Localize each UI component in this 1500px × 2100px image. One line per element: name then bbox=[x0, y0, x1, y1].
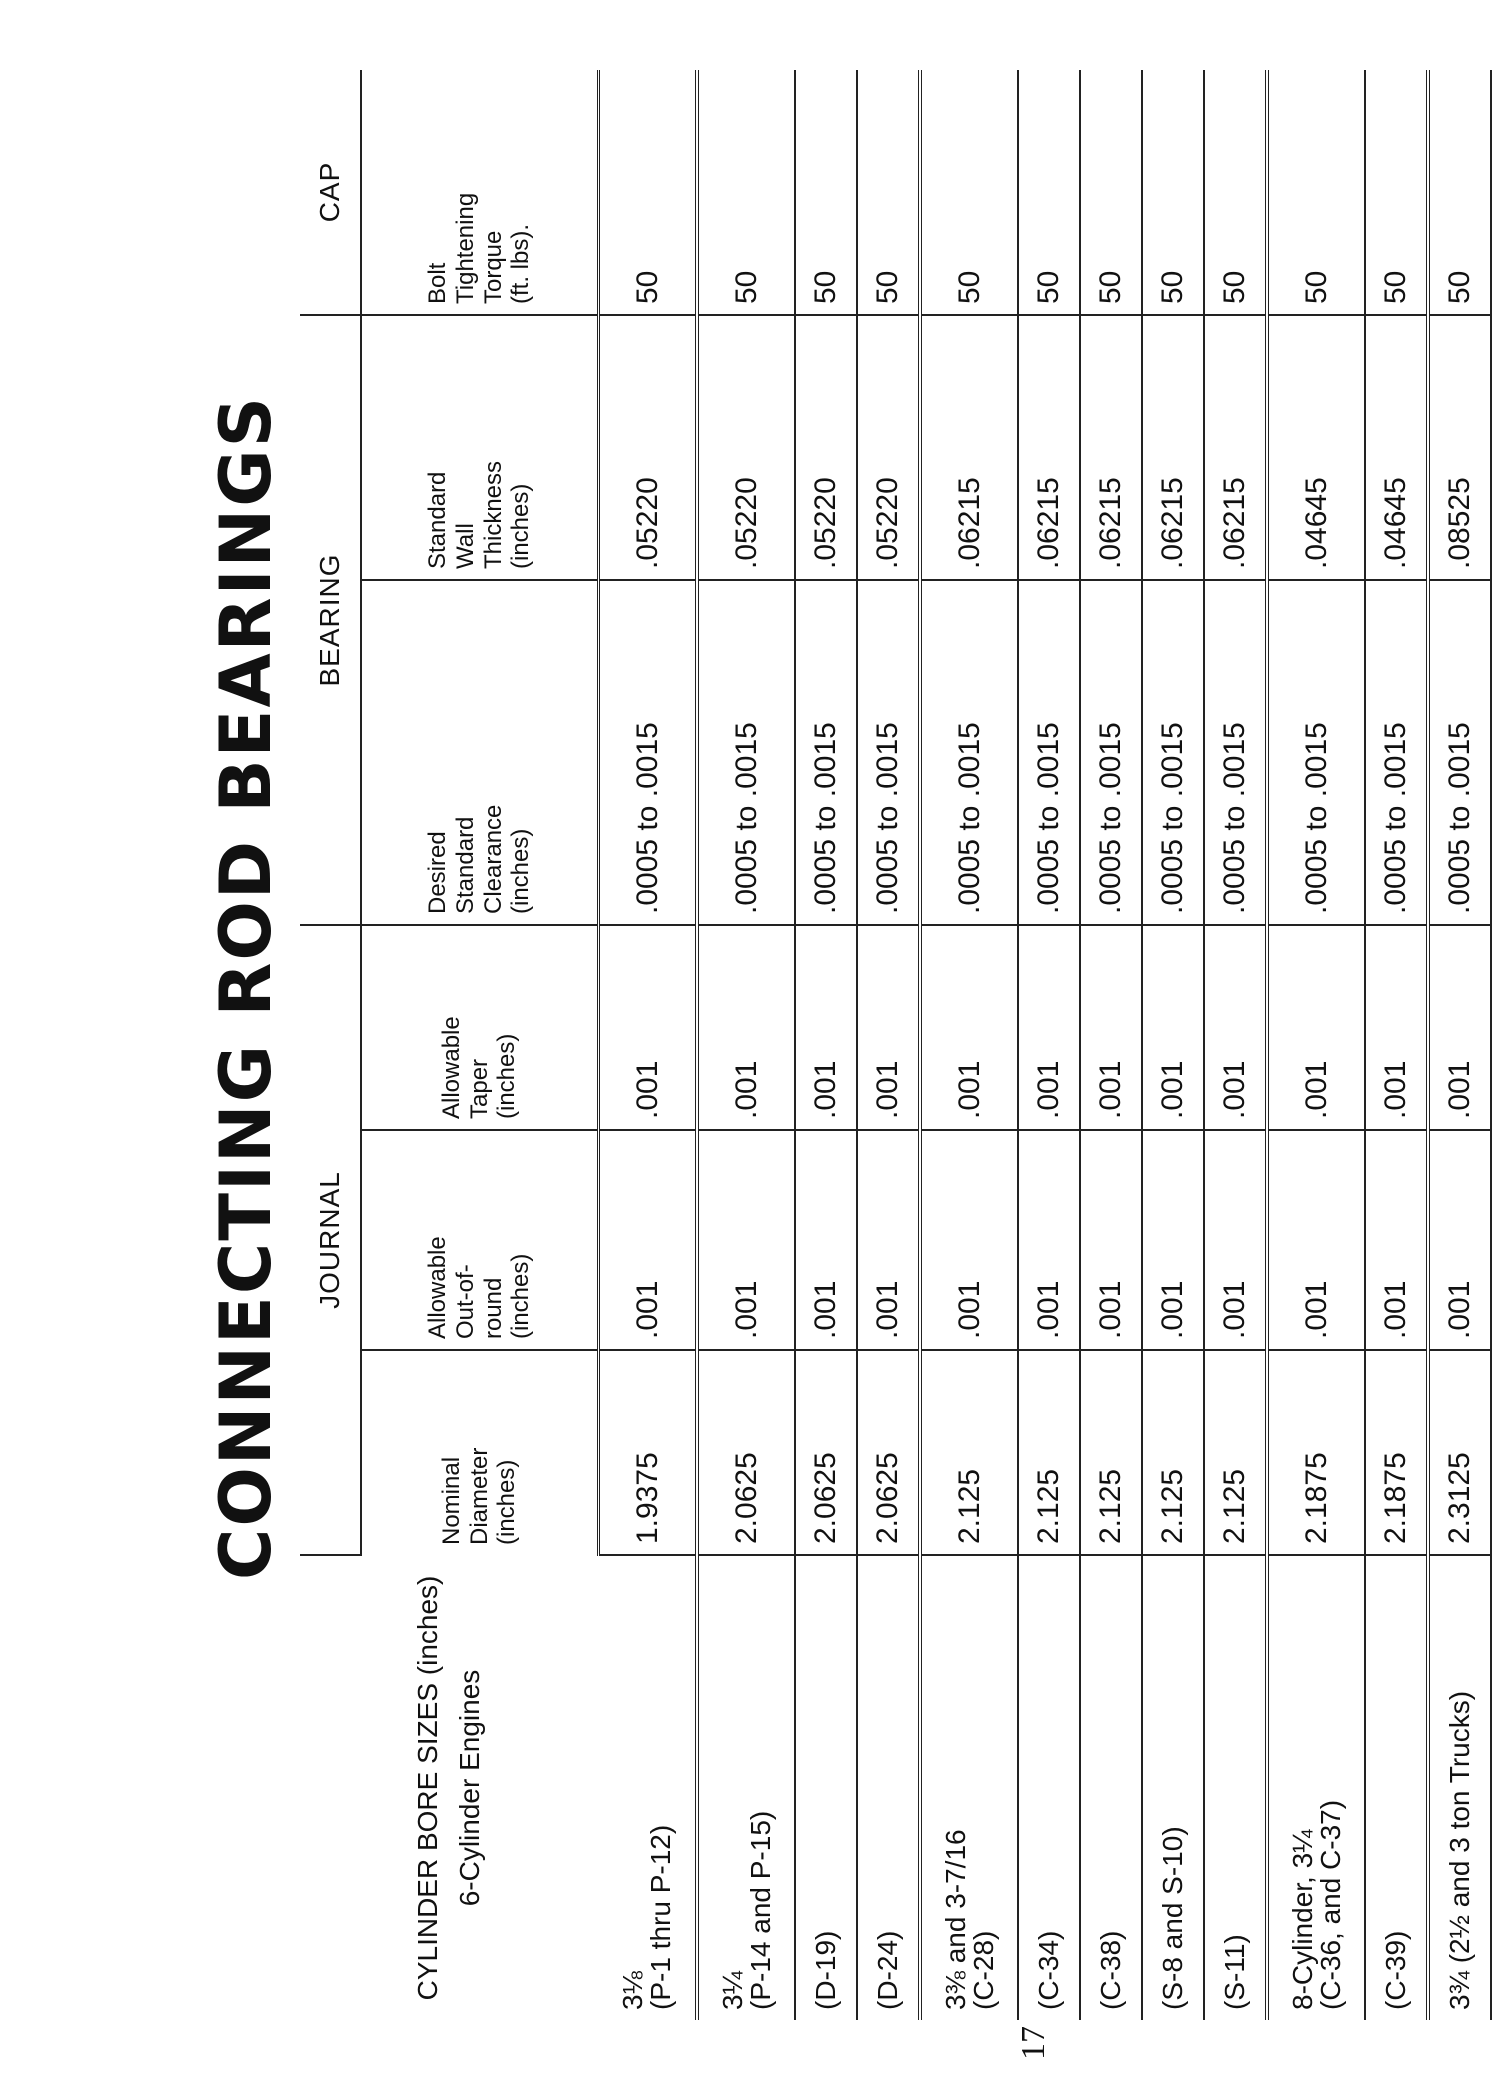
taper-cell: .001 bbox=[795, 925, 857, 1130]
cap-group-header: CAP bbox=[300, 70, 361, 315]
bore-size-cell bbox=[1267, 1555, 1365, 2020]
bore-size-cell: (S-11) bbox=[1204, 1555, 1267, 2020]
out-of-round-cell: .001 bbox=[1018, 1130, 1080, 1350]
bore-size-line: (P-14 and P-15) bbox=[744, 1810, 776, 2010]
out-of-round-cell: .001 bbox=[1142, 1130, 1204, 1350]
out-of-round-cell: .001 bbox=[857, 1130, 920, 1350]
nominal-diameter-cell: 2.125 bbox=[1080, 1350, 1142, 1555]
bore-sizes-header bbox=[300, 1555, 599, 2020]
bore-sizes-header-line1: CYLINDER BORE SIZES (inches) bbox=[412, 1575, 444, 2001]
table-row bbox=[1267, 70, 1365, 2020]
clearance-cell: .0005 to .0015 bbox=[1080, 580, 1142, 925]
bore-size-line: 3⅜ and 3-7/16 bbox=[939, 1829, 971, 2010]
taper-cell: .001 bbox=[1142, 925, 1204, 1130]
header-line: (inches) bbox=[493, 1459, 521, 1545]
taper-cell: .001 bbox=[1204, 925, 1267, 1130]
bolt-torque-cell: 50 bbox=[599, 70, 698, 315]
clearance-cell: .0005 to .0015 bbox=[1365, 580, 1428, 925]
journal-group-header: JOURNAL bbox=[300, 925, 361, 1555]
out-of-round-cell: .001 bbox=[795, 1130, 857, 1350]
clearance-cell: .0005 to .0015 bbox=[1428, 580, 1491, 925]
table-row bbox=[857, 70, 920, 2020]
out-of-round-cell: .001 bbox=[697, 1130, 795, 1350]
header-line: Allowable bbox=[424, 1236, 452, 1339]
bore-size-cell: (C-38) bbox=[1080, 1555, 1142, 2020]
clearance-cell: .0005 to .0015 bbox=[795, 580, 857, 925]
header-line: (ft. lbs). bbox=[507, 223, 535, 304]
header-line: (inches) bbox=[507, 1253, 535, 1339]
nominal-diameter-cell: 2.3125 bbox=[1428, 1350, 1491, 1555]
wall-thickness-cell: .06215 bbox=[1018, 315, 1080, 580]
taper-cell: .001 bbox=[1267, 925, 1365, 1130]
bearing-group-header: BEARING bbox=[300, 315, 361, 925]
wall-thickness-cell: .05220 bbox=[697, 315, 795, 580]
taper-cell: .001 bbox=[1428, 925, 1491, 1130]
header-line: (inches) bbox=[507, 483, 535, 569]
bolt-torque-cell: 50 bbox=[1142, 70, 1204, 315]
header-line: (inches) bbox=[493, 1033, 521, 1119]
page-number: 17 bbox=[1015, 2026, 1052, 2060]
bore-size-cell bbox=[599, 1555, 698, 2020]
nominal-diameter-cell: 1.9375 bbox=[599, 1350, 698, 1555]
wall-thickness-cell: .06215 bbox=[1142, 315, 1204, 580]
bore-size-cell bbox=[920, 1555, 1018, 2020]
out-of-round-cell: .001 bbox=[1428, 1130, 1491, 1350]
bolt-torque-header bbox=[361, 70, 599, 315]
table-row bbox=[1204, 70, 1267, 2020]
table-row bbox=[795, 70, 857, 2020]
wall-thickness-cell: .05220 bbox=[795, 315, 857, 580]
table-row bbox=[697, 70, 795, 2020]
bolt-torque-cell: 50 bbox=[857, 70, 920, 315]
bore-size-line: 8-Cylinder, 3¼ bbox=[1286, 1829, 1318, 2010]
out-of-round-cell: .001 bbox=[920, 1130, 1018, 1350]
clearance-cell: .0005 to .0015 bbox=[697, 580, 795, 925]
bore-sizes-header-line2: 6-Cylinder Engines bbox=[454, 1669, 486, 1907]
nominal-diameter-cell: 2.125 bbox=[1018, 1350, 1080, 1555]
bolt-torque-cell: 50 bbox=[1267, 70, 1365, 315]
nominal-diameter-cell: 2.1875 bbox=[1365, 1350, 1428, 1555]
header-line: round bbox=[479, 1277, 507, 1339]
header-line: Nominal bbox=[438, 1456, 466, 1545]
page-title: CONNECTING ROD BEARINGS bbox=[205, 394, 287, 1580]
wall-thickness-cell: .04645 bbox=[1365, 315, 1428, 580]
taper-cell: .001 bbox=[1018, 925, 1080, 1130]
bolt-torque-cell: 50 bbox=[920, 70, 1018, 315]
header-line: Taper bbox=[465, 1058, 493, 1119]
bore-size-cell: (C-39) bbox=[1365, 1555, 1428, 2020]
table-row bbox=[1080, 70, 1142, 2020]
header-line: Clearance bbox=[479, 804, 507, 914]
header-line: Standard bbox=[424, 471, 452, 569]
clearance-cell: .0005 to .0015 bbox=[599, 580, 698, 925]
wall-thickness-cell: .06215 bbox=[1204, 315, 1267, 580]
bore-size-cell: (D-24) bbox=[857, 1555, 920, 2020]
nominal-diameter-cell: 2.1875 bbox=[1267, 1350, 1365, 1555]
nominal-diameter-header bbox=[361, 1350, 599, 1555]
out-of-round-cell: .001 bbox=[599, 1130, 698, 1350]
out-of-round-header bbox=[361, 1130, 599, 1350]
header-line: Tightening bbox=[451, 192, 479, 304]
table-row bbox=[920, 70, 1018, 2020]
out-of-round-cell: .001 bbox=[1080, 1130, 1142, 1350]
bolt-torque-cell: 50 bbox=[1018, 70, 1080, 315]
bore-size-line: 3⅛ bbox=[616, 1971, 648, 2010]
clearance-cell: .0005 to .0015 bbox=[857, 580, 920, 925]
bore-size-cell: (C-34) bbox=[1018, 1555, 1080, 2020]
clearance-cell: .0005 to .0015 bbox=[1142, 580, 1204, 925]
clearance-cell: .0005 to .0015 bbox=[1018, 580, 1080, 925]
bore-size-cell: 3¾ (2½ and 3 ton Trucks) bbox=[1428, 1555, 1491, 2020]
bore-size-cell: (S-8 and S-10) bbox=[1142, 1555, 1204, 2020]
bore-size-line: (C-36, and C-37) bbox=[1314, 1799, 1346, 2010]
bore-size-line: (P-1 thru P-12) bbox=[644, 1824, 676, 2010]
nominal-diameter-cell: 2.0625 bbox=[795, 1350, 857, 1555]
wall-thickness-cell: .06215 bbox=[1080, 315, 1142, 580]
taper-header bbox=[361, 925, 599, 1130]
clearance-cell: .0005 to .0015 bbox=[1204, 580, 1267, 925]
header-line: Bolt bbox=[424, 262, 452, 304]
bolt-torque-cell: 50 bbox=[697, 70, 795, 315]
bolt-torque-cell: 50 bbox=[1204, 70, 1267, 315]
clearance-header bbox=[361, 580, 599, 925]
bolt-torque-cell: 50 bbox=[1365, 70, 1428, 315]
wall-thickness-cell: .04645 bbox=[1267, 315, 1365, 580]
wall-thickness-cell: .05220 bbox=[599, 315, 698, 580]
nominal-diameter-cell: 2.0625 bbox=[857, 1350, 920, 1555]
taper-cell: .001 bbox=[857, 925, 920, 1130]
clearance-cell: .0005 to .0015 bbox=[1267, 580, 1365, 925]
table-row bbox=[1365, 70, 1428, 2020]
taper-cell: .001 bbox=[1365, 925, 1428, 1130]
bore-size-line: (C-28) bbox=[967, 1930, 999, 2010]
out-of-round-cell: .001 bbox=[1365, 1130, 1428, 1350]
clearance-cell: .0005 to .0015 bbox=[920, 580, 1018, 925]
header-line: Standard bbox=[451, 816, 479, 914]
bore-size-cell: (D-19) bbox=[795, 1555, 857, 2020]
header-line: Torque bbox=[479, 230, 507, 304]
wall-thickness-cell: .05220 bbox=[857, 315, 920, 580]
header-line: Desired bbox=[424, 831, 452, 914]
taper-cell: .001 bbox=[920, 925, 1018, 1130]
header-line: Wall bbox=[451, 523, 479, 569]
nominal-diameter-cell: 2.125 bbox=[1142, 1350, 1204, 1555]
nominal-diameter-cell: 2.0625 bbox=[697, 1350, 795, 1555]
table-row bbox=[1428, 70, 1491, 2020]
bore-size-cell bbox=[697, 1555, 795, 2020]
header-line: Thickness bbox=[479, 460, 507, 569]
bolt-torque-cell: 50 bbox=[795, 70, 857, 315]
header-line: Out-of- bbox=[451, 1264, 479, 1339]
header-line: (inches) bbox=[507, 828, 535, 914]
wall-thickness-cell: .08525 bbox=[1428, 315, 1491, 580]
table-row bbox=[599, 70, 698, 2020]
table-row bbox=[1018, 70, 1080, 2020]
table-row bbox=[1142, 70, 1204, 2020]
nominal-diameter-cell: 2.125 bbox=[920, 1350, 1018, 1555]
wall-thickness-header bbox=[361, 315, 599, 580]
connecting-rod-spec-table bbox=[300, 70, 1492, 2020]
out-of-round-cell: .001 bbox=[1204, 1130, 1267, 1350]
bolt-torque-cell: 50 bbox=[1428, 70, 1491, 315]
header-line: Diameter bbox=[465, 1447, 493, 1545]
header-line: Allowable bbox=[438, 1016, 466, 1119]
taper-cell: .001 bbox=[697, 925, 795, 1130]
bolt-torque-cell: 50 bbox=[1080, 70, 1142, 315]
taper-cell: .001 bbox=[599, 925, 698, 1130]
wall-thickness-cell: .06215 bbox=[920, 315, 1018, 580]
out-of-round-cell: .001 bbox=[1267, 1130, 1365, 1350]
nominal-diameter-cell: 2.125 bbox=[1204, 1350, 1267, 1555]
bore-size-line: 3¼ bbox=[716, 1971, 748, 2010]
taper-cell: .001 bbox=[1080, 925, 1142, 1130]
